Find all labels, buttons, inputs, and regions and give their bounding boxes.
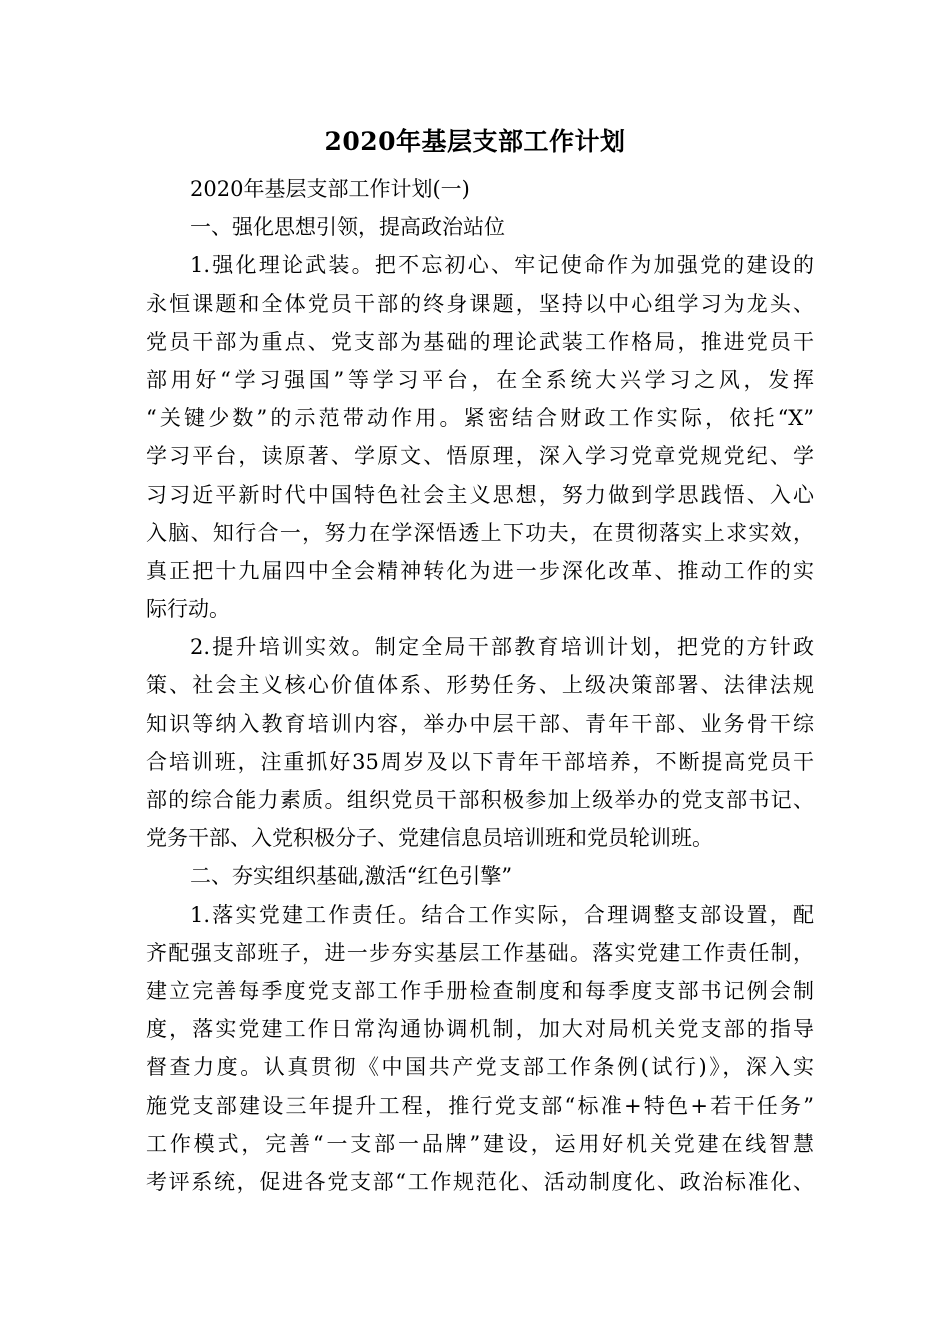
paragraph-line: 党员干部为重点、党支部为基础的理论武装工作格局，推进党员干 [146, 329, 814, 354]
section-heading-1: 一、强化思想引领，提高政治站位 [190, 215, 505, 240]
paragraph-line: 部用好“学习强国”等学习平台，在全系统大兴学习之风，发挥 [146, 367, 814, 392]
paragraph-line: 督查力度。认真贯彻《中国共产党支部工作条例(试行)》，深入实 [146, 1055, 814, 1080]
paragraph-last-line: 党务干部、入党积极分子、党建信息员培训班和党员轮训班。 [146, 826, 713, 851]
paragraph-line: 施党支部建设三年提升工程，推行党支部“标准+特色+若干任务” [146, 1093, 814, 1118]
paragraph-line: 1.落实党建工作责任。结合工作实际，合理调整支部设置，配 [190, 902, 814, 927]
section-heading-2: 二、夯实组织基础,激活“红色引擎” [190, 864, 513, 889]
paragraph-line: 学习平台，读原著、学原文、悟原理，深入学习党章党规党纪、学 [146, 444, 814, 469]
paragraph-line: 知识等纳入教育培训内容，举办中层干部、青年干部、业务骨干综 [146, 711, 814, 736]
paragraph-line: 永恒课题和全体党员干部的终身课题，坚持以中心组学习为龙头、 [146, 291, 814, 316]
paragraph-line: 工作模式，完善“一支部一品牌”建设，运用好机关党建在线智慧 [146, 1131, 814, 1156]
paragraph-last-line: 际行动。 [146, 597, 230, 622]
paragraph-line: 考评系统，促进各党支部“工作规范化、活动制度化、政治标准化、 [146, 1169, 814, 1194]
paragraph-line: 2.提升培训实效。制定全局干部教育培训计划，把党的方针政 [190, 635, 814, 660]
paragraph-line: 策、社会主义核心价值体系、形势任务、上级决策部署、法律法规 [146, 673, 814, 698]
subtitle-line: 2020年基层支部工作计划(一) [190, 177, 470, 201]
paragraph-line: 1.强化理论武装。把不忘初心、牢记使命作为加强党的建设的 [190, 253, 814, 278]
paragraph-line: 入脑、知行合一，努力在学深悟透上下功夫，在贯彻落实上求实效， [146, 520, 814, 545]
paragraph-line: 建立完善每季度党支部工作手册检查制度和每季度支部书记例会制 [146, 978, 814, 1003]
document-title: 2020年基层支部工作计划 [324, 127, 626, 156]
paragraph-line: “关键少数”的示范带动作用。紧密结合财政工作实际，依托“X” [146, 406, 814, 431]
paragraph-line: 部的综合能力素质。组织党员干部积极参加上级举办的党支部书记、 [146, 788, 814, 812]
document-body [146, 170, 814, 1201]
paragraph-line: 度，落实党建工作日常沟通协调机制，加大对局机关党支部的指导 [146, 1017, 814, 1042]
paragraph-line: 习习近平新时代中国特色社会主义思想，努力做到学思践悟、入心 [146, 482, 814, 507]
paragraph-line: 真正把十九届四中全会精神转化为进一步深化改革、推动工作的实 [146, 558, 814, 583]
paragraph-line: 合培训班，注重抓好35周岁及以下青年干部培养，不断提高党员干 [146, 749, 814, 774]
paragraph-line: 齐配强支部班子，进一步夯实基层工作基础。落实党建工作责任制， [146, 940, 814, 965]
